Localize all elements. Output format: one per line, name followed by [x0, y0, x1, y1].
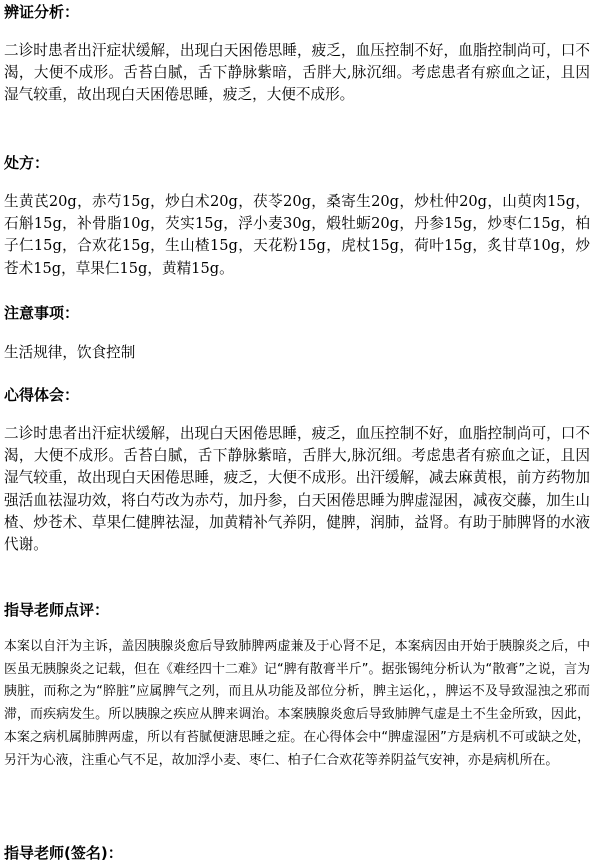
zhuyi-heading: 注意事项： [4, 304, 80, 322]
xinde-text: 二诊时患者出汗症状缓解，出现白天困倦思睡，疲乏，血压控制不好，血脂控制尚可，口不渴，大便不成形。舌苔白腻，舌下静脉紫暗，舌胖大,脉沉细。考虑患者有瘀血之证，且因湿气较重，故出现白天困倦思睡，疲乏，大便不成形。出汗缓解，减去麻黄根，前方药物加强活血祛湿功效，将白芍改为赤芍，加丹参，白天困倦思睡为脾虚湿困，减夜交藤，加生山楂、炒苍术、草果仁健脾祛湿，加黄精补气养阴，健脾，润肺，益肾。有助于肺脾肾的水液代谢。 [4, 425, 590, 554]
xinde-heading: 心得体会： [4, 386, 80, 404]
zhuyi-text: 生活规律，饮食控制 [4, 344, 136, 361]
dianping-heading: 指导老师点评： [4, 601, 110, 619]
bianzheng-text: 二诊时患者出汗症状缓解，出现白天困倦思睡，疲乏，血压控制不好，血脂控制尚可，口不渴，大便不成形。舌苔白腻，舌下静脉紫暗，舌胖大,脉沉细。考虑患者有瘀血之证，且因湿气较重，故出现白天困倦思睡，疲乏，大便不成形。 [4, 42, 590, 104]
dianping-text: 本案以自汗为主诉，盖因胰腺炎愈后导致肺脾两虚兼及于心肾不足，本案病因由开始于胰腺炎之后，中医虽无胰腺炎之记载，但在《难经四十二难》记“脾有散膏半斤”。据张锡纯分析认为“散膏”之说，言为胰脏，而称之为“脺脏”应属脾气之列，而且从功能及部位分析，脾主运化，，脾运不及导致湿浊之邪而滞，而疾病发生。所以胰腺之疾应从脾来调治。本案胰腺炎愈后导致肺脾气虚是土不生金所致，因此，本案之病机属肺脾两虚，所以有苔腻便溏思睡之症。在心得体会中“脾虚湿困”方是病机不可或缺之处，另汗为心液，注重心气不足，故加浮小麦、枣仁、柏子仁合欢花等养阴益气安神，亦是病机所在。 [4, 639, 590, 768]
bianzheng-heading: 辨证分析： [4, 3, 80, 21]
signature-heading: 指导老师(签名)： [4, 844, 123, 862]
chufang-text: 生黄芪20g，赤芍15g，炒白术20g，茯苓20g，桑寄生20g，炒杜仲20g，山萸肉15g，石斛15g，补骨脂10g，芡实15g，浮小麦30g，煅牡蛎20g，丹参15g，炒枣仁15g，柏子仁15g，合欢花15g，生山楂15g，天花粉15g，虎杖15g，荷叶15g，炙甘草10g，炒苍术15g，草果仁15g，黄精15g。 [4, 193, 590, 277]
chufang-heading: 处方： [4, 154, 50, 172]
